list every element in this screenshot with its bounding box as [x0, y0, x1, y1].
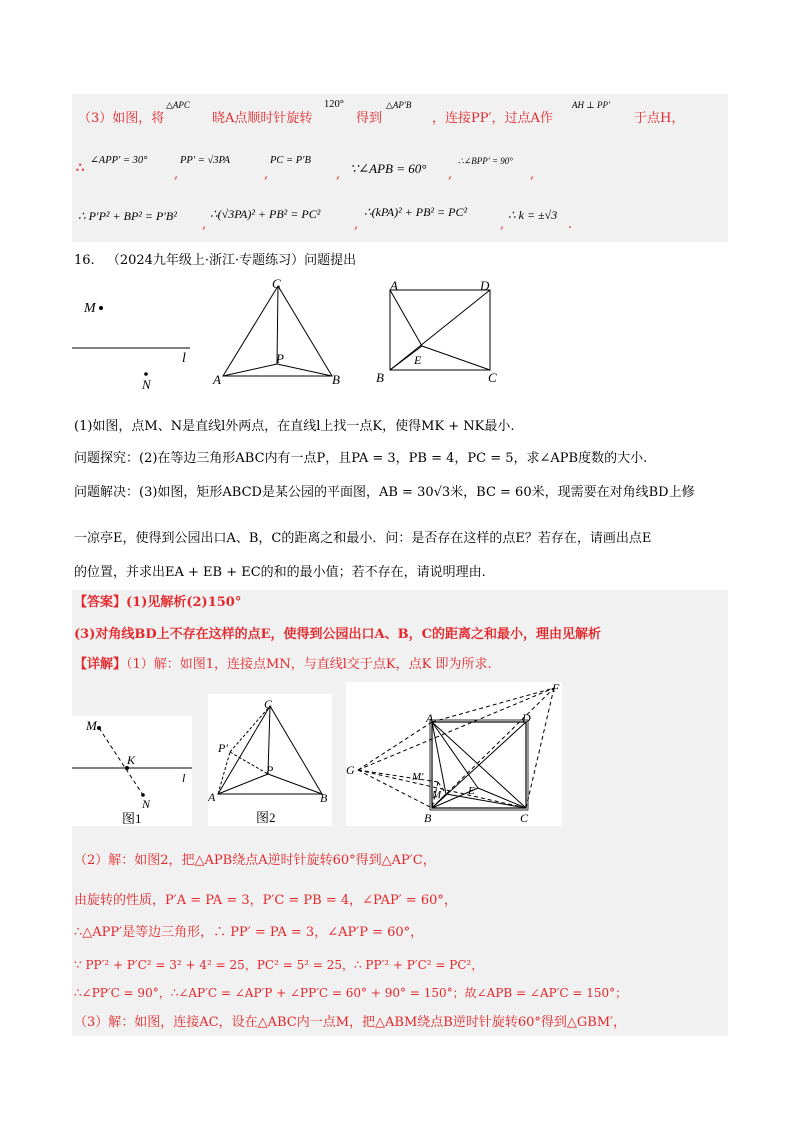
question-3b: 一凉亭E，使得到公园出口A、B，C的距离之和最小．问：是否存在这样的点E？若存在，请画出点E	[74, 531, 652, 546]
figure-2-svg	[208, 694, 332, 826]
eq-b3: ∴(kPA)² + PB² = PC²	[364, 205, 468, 219]
eq-b1: ∴ P′P² + BP² = P′B²	[78, 209, 177, 223]
foot-text: 于点H，	[634, 111, 685, 126]
solution-2b: 由旋转的性质，P′A = PA = 3，P′C = PB = 4，∠PAP′ = 60°，	[74, 893, 457, 908]
comma: ,	[336, 167, 341, 182]
eq-a2: PP′ = √3PA	[180, 155, 230, 166]
comma: ,	[448, 167, 453, 182]
label-F: F	[552, 682, 560, 695]
therefore-symbol: ∴	[76, 161, 85, 176]
question-3c: 的位置，并求出EA + EB + EC的和的最小值；若不存在，请说明理由.	[74, 565, 486, 580]
solution-3a: （3）解：如图，连接AC，设在△ABC内一点M，把△ABM绕点B逆时针旋转60°得到△GBM′，	[74, 1015, 627, 1030]
apc-label: △APC	[166, 100, 190, 110]
question-1: (1)如图，点M、N是直线l外两点，在直线l上找一点K，使得MK + NK最小.	[74, 419, 515, 434]
figure-1-svg	[72, 716, 192, 826]
label-B: B	[320, 791, 328, 805]
comma: ,	[530, 167, 535, 182]
label-A: A	[426, 711, 434, 725]
apb-label: △AP′B	[386, 100, 412, 110]
question-2: 问题探究：(2)在等边三角形ABC内有一点P，且PA = 3，PB = 4，PC = 5，求∠APB度数的大小.	[74, 451, 648, 466]
answer-tag: 【答案】	[74, 595, 127, 610]
figure-2	[208, 694, 332, 826]
label-D: D	[522, 711, 531, 725]
solution-2e: ∴∠PP′C = 90°，∴∠AP′C = ∠AP′P + ∠PP′C = 60° + 90° = 150°；故∠APB = ∠AP′C = 150°；	[74, 986, 628, 1000]
label-C: C	[520, 811, 529, 825]
fig2-caption: 图2	[256, 810, 276, 825]
label-K: K	[127, 753, 136, 767]
label-M: M	[84, 301, 96, 316]
solution-2a: （2）解：如图2，把△APB绕点A逆时针旋转60°得到△AP′C，	[74, 853, 436, 868]
label-E: E	[414, 353, 422, 367]
label-B: B	[332, 372, 340, 387]
comma: ,	[500, 217, 505, 232]
detail-tag: 【详解】	[74, 657, 127, 672]
eq-b4: ∴ k = ±√3	[508, 208, 558, 222]
label-A: A	[213, 372, 221, 387]
label-C: C	[264, 697, 273, 711]
text: （3）如图，将	[78, 111, 165, 126]
label-B: B	[424, 811, 432, 825]
perp-label: AH ⊥ PP′	[572, 100, 610, 110]
comma: ,	[174, 167, 179, 182]
label-E: E	[468, 785, 475, 797]
connect-text: ，连接PP′，过点A作	[432, 111, 553, 126]
label-M-prime: M′	[412, 771, 424, 783]
label-A: A	[208, 790, 216, 804]
problem-source: （2024九年级上·浙江·专题练习）问题提出	[106, 253, 357, 268]
label-l: l	[182, 351, 186, 366]
eq-b2: ∴(√3PA)² + PB² = PC²	[210, 207, 321, 221]
label-C: C	[488, 370, 497, 385]
eq-a1: ∠APP′ = 30°	[90, 155, 148, 166]
label-P: P	[266, 763, 274, 777]
label-C: C	[272, 276, 281, 291]
label-N: N	[142, 377, 151, 392]
label-M: M	[86, 718, 97, 733]
comma: ,	[202, 217, 207, 232]
point-M	[99, 306, 103, 310]
solution-2c: ∴△APP′是等边三角形，∴ PP′ = PA = 3，∠AP′P = 60°，	[74, 925, 424, 940]
deg-label: 120°	[324, 99, 344, 110]
answer-line	[74, 594, 241, 612]
label-M: M	[432, 789, 442, 801]
answer-12: (1)见解析(2)150°	[126, 595, 242, 610]
rotate-text: 晓A点顺时针旋转	[212, 111, 313, 126]
label-A: A	[390, 278, 398, 293]
detail-line	[74, 656, 492, 674]
comma: ,	[354, 217, 359, 232]
eq-a3: PC = P′B	[270, 155, 311, 166]
label-P-prime: P′	[218, 741, 228, 755]
label-P: P	[276, 351, 284, 366]
fig-rectangle	[376, 278, 497, 385]
label-B: B	[376, 370, 384, 385]
question-3a: 问题解决：(3)如图，矩形ABCD是某公园的平面图，AB = 30√3米，BC = 60米，现需要在对角线BD上修	[74, 485, 695, 500]
figure-3	[346, 682, 562, 826]
label-l: l	[182, 771, 186, 785]
fig-line-points	[72, 301, 190, 392]
label-D: D	[480, 278, 490, 293]
comma: ,	[264, 167, 269, 182]
eq-a4: ∵∠APB = 60°	[350, 161, 427, 176]
point-N	[144, 372, 148, 376]
label-N: N	[142, 797, 151, 811]
answer-3: (3)对角线BD上不存在这样的点E，使得到公园出口A、B，C的距离之和最小，理由见解析	[74, 627, 601, 642]
period: .	[568, 217, 573, 232]
eq-a5: ∴∠BPP′ = 90°	[458, 156, 513, 166]
prev-line-1	[78, 110, 164, 128]
got-text: 得到	[356, 111, 383, 126]
problem-heading	[74, 252, 356, 270]
figure-3-svg	[346, 682, 562, 826]
problem-number: 16.	[74, 253, 95, 268]
fig1-caption: 图1	[122, 811, 142, 826]
label-G: G	[346, 763, 355, 777]
detail-1: （1）解：如图1，连接点MN，与直线l交于点K，点K 即为所求.	[126, 657, 492, 672]
fig-triangle	[212, 276, 340, 387]
figure-1	[72, 716, 192, 826]
solution-2d: ∵ PP′² + P′C² = 3² + 4² = 25，PC² = 5² = 25，∴ PP′² + P′C² = PC²，	[74, 958, 484, 972]
problem-figures	[60, 276, 520, 396]
